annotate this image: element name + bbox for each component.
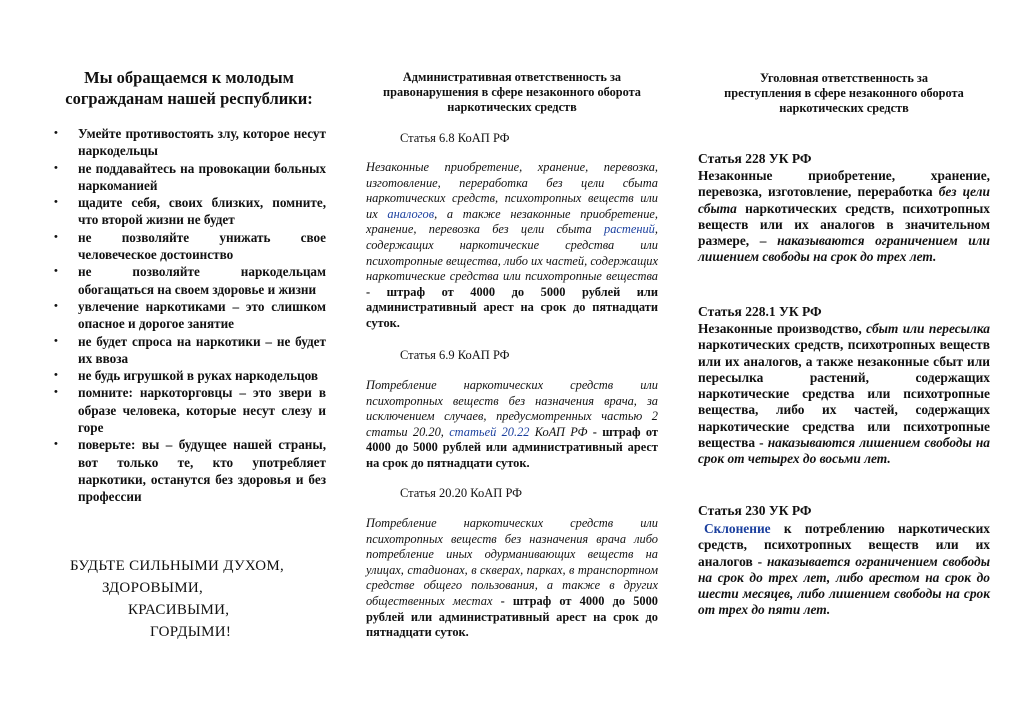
bullet-icon: • (54, 334, 58, 347)
list-item: • поверьте: вы – будущее нашей страны, вот только те, кто употребляет наркотики, останутся без здоровья и без профессии (54, 437, 326, 505)
article-text: Незаконные производство, сбыт или пересылка наркотических средств, психотропных веществ или их аналогов, а также незаконные сбыт или пересылка растений, содержащих наркотические средства или психотропные вещества, либо их частей, содержащих наркотические средства или психотропные вещества - наказываются лишением свободы на срок от четырех до восьми лет. (698, 321, 990, 467)
article-heading: Статья 228 УК РФ (698, 151, 812, 166)
article-text: Потребление наркотических средств или психотропных веществ без назначения врача, за исключением случаев, предусмотренных частью 2 статьи 20.20, статьей 20.22 КоАП РФ - штраф от 4000 до 5000 рублей или административный арест на срок до пятнадцати суток. (366, 378, 659, 470)
article-link[interactable]: растений (604, 222, 655, 237)
bullet-icon: • (54, 299, 58, 312)
article-link[interactable]: аналогов (387, 206, 435, 221)
criminal-title: Уголовная ответственность за преступления в сфере незаконного оборота наркотических средств (724, 71, 964, 115)
article-heading: Статья 228.1 УК РФ (698, 304, 822, 319)
slogan-line: БУДЬТЕ СИЛЬНЫМИ ДУХОМ, (70, 558, 285, 574)
list-item: • не поддавайтесь на провокации больных наркоманией (54, 160, 326, 193)
list-item: • увлечение наркотиками – это слишком опасное и дорогое занятие (54, 298, 326, 332)
slogan-line: ГОРДЫМИ! (150, 624, 232, 640)
list-item: • не будь игрушкой в руках наркодельцов (54, 368, 319, 384)
appeal-title (52, 67, 326, 109)
bullet-icon: • (54, 386, 58, 399)
list-item: • не позволяйте наркодельцам обогащаться на своем здоровье и жизни (54, 264, 326, 297)
list-item: • не будет спроса на наркотики – не будет их ввоза (54, 333, 326, 366)
appeal-title-line: согражданам нашей республики: (65, 89, 313, 108)
list-item: • не позволяйте унижать свое человеческое достоинство (54, 229, 326, 263)
bullet-icon: • (54, 196, 58, 209)
bullet-icon: • (54, 369, 58, 382)
article-link[interactable]: Склонение (704, 521, 771, 536)
article-link[interactable]: статьей 20.22 (449, 424, 530, 439)
list-item: • помните: наркоторговцы – это звери в образе человека, которые несут слезу и горе (54, 385, 326, 436)
bullet-icon: • (54, 438, 58, 451)
article-text: Потребление наркотических средств или психотропных веществ без назначения врача либо потребление иных одурманивающих веществ на улицах, стадионах, в скверах, парках, в транспортном средстве общего пользования, а также в других общественных местах - штраф от 4000 до 5000 рублей или административный арест на срок до пятнадцати суток. (366, 516, 658, 640)
appeal-list (52, 125, 326, 506)
list-item: • Умейте противостоять злу, которое несут наркодельцы (54, 126, 326, 159)
bullet-icon: • (54, 230, 58, 243)
article-heading: Статья 20.20 КоАП РФ (400, 486, 523, 500)
article-heading: Статья 230 УК РФ (698, 503, 812, 518)
article-text: Незаконные приобретение, хранение, перевозка, изготовление, переработка без цели сбыта наркотических средств, психотропных веществ или их аналогов в значительном размере, – наказываются ограничением или лишением свободы на срок до трех лет. (698, 168, 991, 265)
slogan-line: КРАСИВЫМИ, (128, 602, 230, 618)
slogan-line: ЗДОРОВЫМИ, (102, 580, 204, 596)
article-heading: Статья 6.8 КоАП РФ (400, 131, 510, 145)
article-text: Незаконные приобретение, хранение, перевозка, изготовление, переработка без цели сбыта наркотических средств, психотропных веществ или их аналогов, а также незаконные приобретение, хранение, перевозка без цели сбыта растений, содержащих наркотические средства или психотропные вещества, либо их частей, содержащих наркотические средства или психотропные вещества - штраф от 4000 до 5000 рублей или административный арест на срок до пятнадцати суток. (366, 160, 658, 330)
bullet-icon: • (54, 161, 58, 174)
bullet-icon: • (54, 127, 58, 139)
bullet-icon: • (54, 265, 58, 278)
article-heading: Статья 6.9 КоАП РФ (400, 348, 510, 362)
article-text: Склонение к потреблению наркотических средств, психотропных веществ или их аналогов - наказывается ограничением свободы на срок до трех лет, либо арестом на срок до шести месяцев, либо лишением свободы на срок от трех до пяти лет. (698, 521, 990, 618)
appeal-title-line: Мы обращаемся к молодым (84, 68, 294, 87)
administrative-title: Административная ответственность за правонарушения в сфере незаконного оборота наркотических средств (383, 70, 641, 114)
appeal-slogan (52, 555, 326, 643)
list-item: • щадите себя, своих близких, помните, что второй жизни не будет (54, 195, 326, 228)
